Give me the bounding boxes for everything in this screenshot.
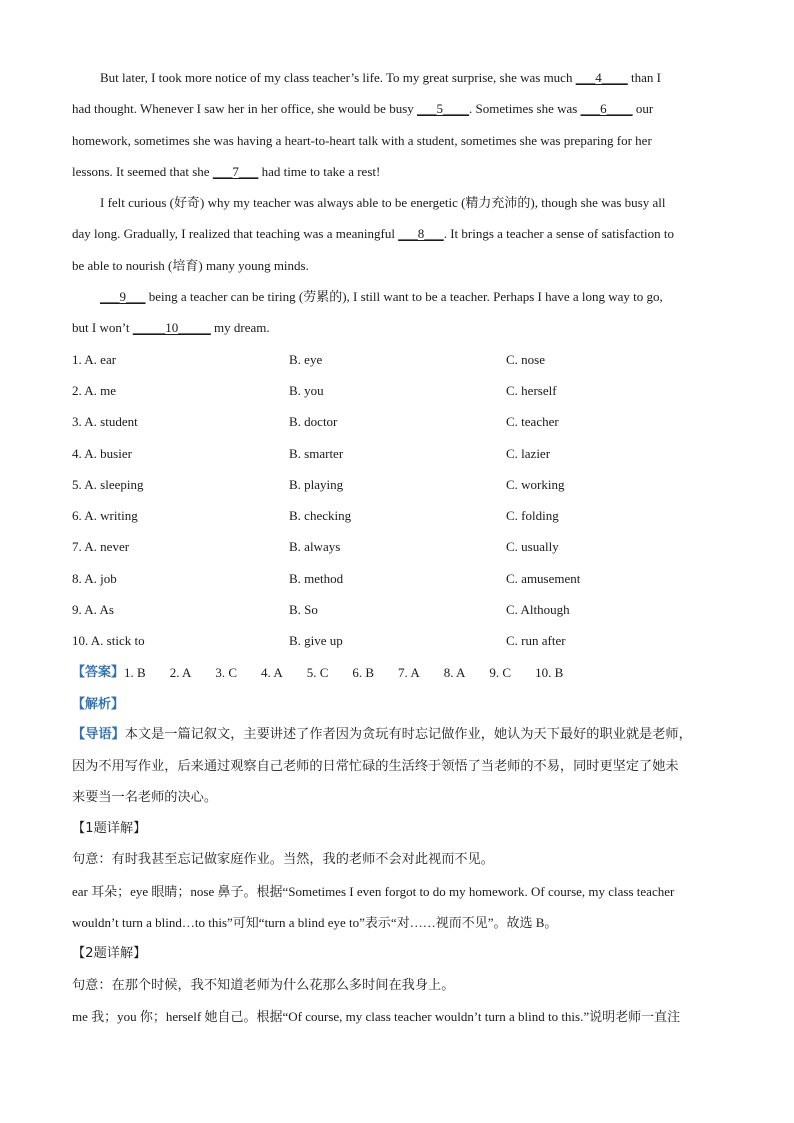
blank-10: _____10_____ — [132, 320, 211, 336]
option-row-2 — [72, 375, 724, 406]
option-a: 2. A. me — [72, 382, 117, 398]
option-row-4 — [72, 438, 724, 469]
passage-text: but I won’t — [72, 320, 133, 336]
analysis-tag: 【解析】 — [72, 696, 125, 712]
answer-item: 3. C — [215, 664, 238, 680]
option-a: 10. A. stick to — [72, 633, 145, 649]
option-c: C. usually — [506, 539, 559, 555]
option-b: B. you — [289, 382, 324, 398]
option-row-3 — [72, 406, 724, 437]
option-b: B. method — [289, 570, 344, 586]
guide-line — [72, 719, 724, 750]
q1-explanation — [72, 907, 724, 938]
option-c: C. herself — [506, 382, 557, 398]
blank-9: ___9___ — [100, 289, 146, 305]
answer-tag: 【答案】 — [72, 664, 125, 680]
guide-line — [72, 782, 724, 813]
passage-line — [72, 93, 724, 124]
passage-text: had time to take a rest! — [258, 163, 381, 179]
option-c: C. Although — [506, 602, 570, 618]
q2-meaning — [72, 970, 724, 1001]
document-page — [72, 62, 724, 1032]
option-b: B. give up — [289, 633, 343, 649]
option-row-1 — [72, 344, 724, 375]
q2-explanation-text: me 我；you 你；herself 她自己。根据“Of course, my class teacher wouldn’t turn a blind to this.”说明老师一直注 — [72, 1008, 681, 1024]
passage-line — [72, 312, 724, 343]
q2-explanation — [72, 1001, 724, 1032]
option-row-8 — [72, 563, 724, 594]
option-c: C. working — [506, 476, 565, 492]
option-c: C. teacher — [506, 414, 559, 430]
option-b: B. playing — [289, 476, 344, 492]
blank-4: ___4____ — [575, 70, 628, 85]
passage-text: my dream. — [210, 320, 270, 336]
option-b: B. So — [289, 602, 318, 618]
blank-7: ___7___ — [212, 163, 259, 179]
q1-explanation — [72, 876, 724, 907]
option-b: B. always — [289, 539, 341, 555]
guide-line — [72, 751, 724, 782]
options-list — [72, 344, 724, 657]
option-b: B. doctor — [289, 414, 338, 430]
answer-item: 2. A — [169, 664, 192, 680]
q1-meaning — [72, 844, 724, 875]
guide-text: 因为不用写作业，后来通过观察自己老师的日常忙碌的生活终于领悟了当老师的不易，同时更坚定了她未 — [72, 758, 679, 774]
passage-text: I felt curious (好奇) why my teacher was always able to be energetic (精力充沛的), though she was busy all — [100, 195, 666, 211]
passage-line — [72, 250, 724, 281]
passage-text: our — [632, 101, 654, 117]
passage-line — [72, 218, 724, 249]
q1-tag: 【1题详解】 — [72, 821, 147, 837]
passage-line — [72, 125, 724, 156]
passage-text: But later, I took more notice of my class teacher’s life. To my great surprise, she was much — [100, 70, 576, 85]
option-row-6 — [72, 500, 724, 531]
q2-tag: 【2题详解】 — [72, 946, 147, 962]
passage-text: day long. Gradually, I realized that teaching was a meaningful — [72, 226, 399, 242]
passage-text: than I — [627, 70, 661, 85]
option-c: C. nose — [506, 351, 545, 367]
option-c: C. folding — [506, 508, 559, 524]
option-a: 6. A. writing — [72, 508, 138, 524]
guide-text: 本文是一篇记叙文，主要讲述了作者因为贪玩有时忘记做作业，她认为天下最好的职业就是老师， — [124, 727, 692, 743]
option-row-5 — [72, 469, 724, 500]
answer-item: 6. B — [352, 664, 375, 680]
guide-tag: 【导语】 — [72, 727, 125, 743]
answer-item: 5. C — [306, 664, 329, 680]
passage-text: . It brings a teacher a sense of satisfaction to — [443, 226, 675, 242]
answer-item: 9. C — [489, 664, 512, 680]
blank-6: ___6____ — [580, 101, 633, 117]
blank-8: ___8___ — [398, 226, 444, 242]
answer-item: 7. A — [398, 664, 420, 680]
option-c: C. lazier — [506, 445, 551, 461]
passage-text: be able to nourish (培育) many young minds. — [72, 257, 309, 273]
passage-text: lessons. It seemed that she — [72, 163, 213, 179]
answer-item: 4. A — [261, 664, 283, 680]
option-row-10 — [72, 625, 724, 656]
option-c: C. amusement — [506, 570, 581, 586]
option-b: B. checking — [289, 508, 352, 524]
option-c: C. run after — [506, 633, 566, 649]
option-a: 7. A. never — [72, 539, 130, 555]
option-row-9 — [72, 594, 724, 625]
guide-text: 来要当一名老师的决心。 — [72, 789, 218, 805]
option-row-7 — [72, 531, 724, 562]
q1-explanation-text: ear 耳朵；eye 眼睛；nose 鼻子。根据“Sometimes I even forgot to do my homework. Of course, my class teacher — [72, 883, 675, 899]
answer-item: 8. A — [443, 664, 466, 680]
passage-line — [72, 187, 724, 218]
passage-text: homework, sometimes she was having a heart-to-heart talk with a student, sometimes she was preparing for her — [72, 132, 652, 148]
option-a: 1. A. ear — [72, 351, 117, 367]
q1-heading — [72, 813, 724, 844]
option-a: 4. A. busier — [72, 445, 132, 461]
passage-line — [72, 62, 724, 93]
q2-meaning-text: 句意：在那个时候，我不知道老师为什么花那么多时间在我身上。 — [72, 977, 455, 993]
passage-text: . Sometimes she was — [469, 101, 581, 117]
q1-meaning-text: 句意：有时我甚至忘记做家庭作业。当然，我的老师不会对此视而不见。 — [72, 852, 494, 868]
passage-line — [72, 281, 724, 312]
q2-heading — [72, 938, 724, 969]
passage-line — [72, 156, 724, 187]
blank-5: ___5____ — [417, 101, 470, 117]
option-b: B. smarter — [289, 445, 344, 461]
answer-item: 1. B — [124, 664, 146, 680]
option-b: B. eye — [289, 351, 323, 367]
passage-text: being a teacher can be tiring (劳累的), I still want to be a teacher. Perhaps I have a long way to go, — [145, 289, 663, 305]
answer-key — [72, 657, 724, 688]
passage-text: had thought. Whenever I saw her in her office, she would be busy — [72, 101, 418, 117]
option-a: 5. A. sleeping — [72, 476, 144, 492]
option-a: 9. A. As — [72, 602, 114, 618]
q1-explanation-text: wouldn’t turn a blind…to this”可知“turn a blind eye to”表示“对……视而不见”。故选 B。 — [72, 915, 558, 931]
option-a: 8. A. job — [72, 570, 117, 586]
option-a: 3. A. student — [72, 414, 138, 430]
answer-item: 10. B — [535, 664, 564, 680]
analysis-heading — [72, 688, 724, 719]
